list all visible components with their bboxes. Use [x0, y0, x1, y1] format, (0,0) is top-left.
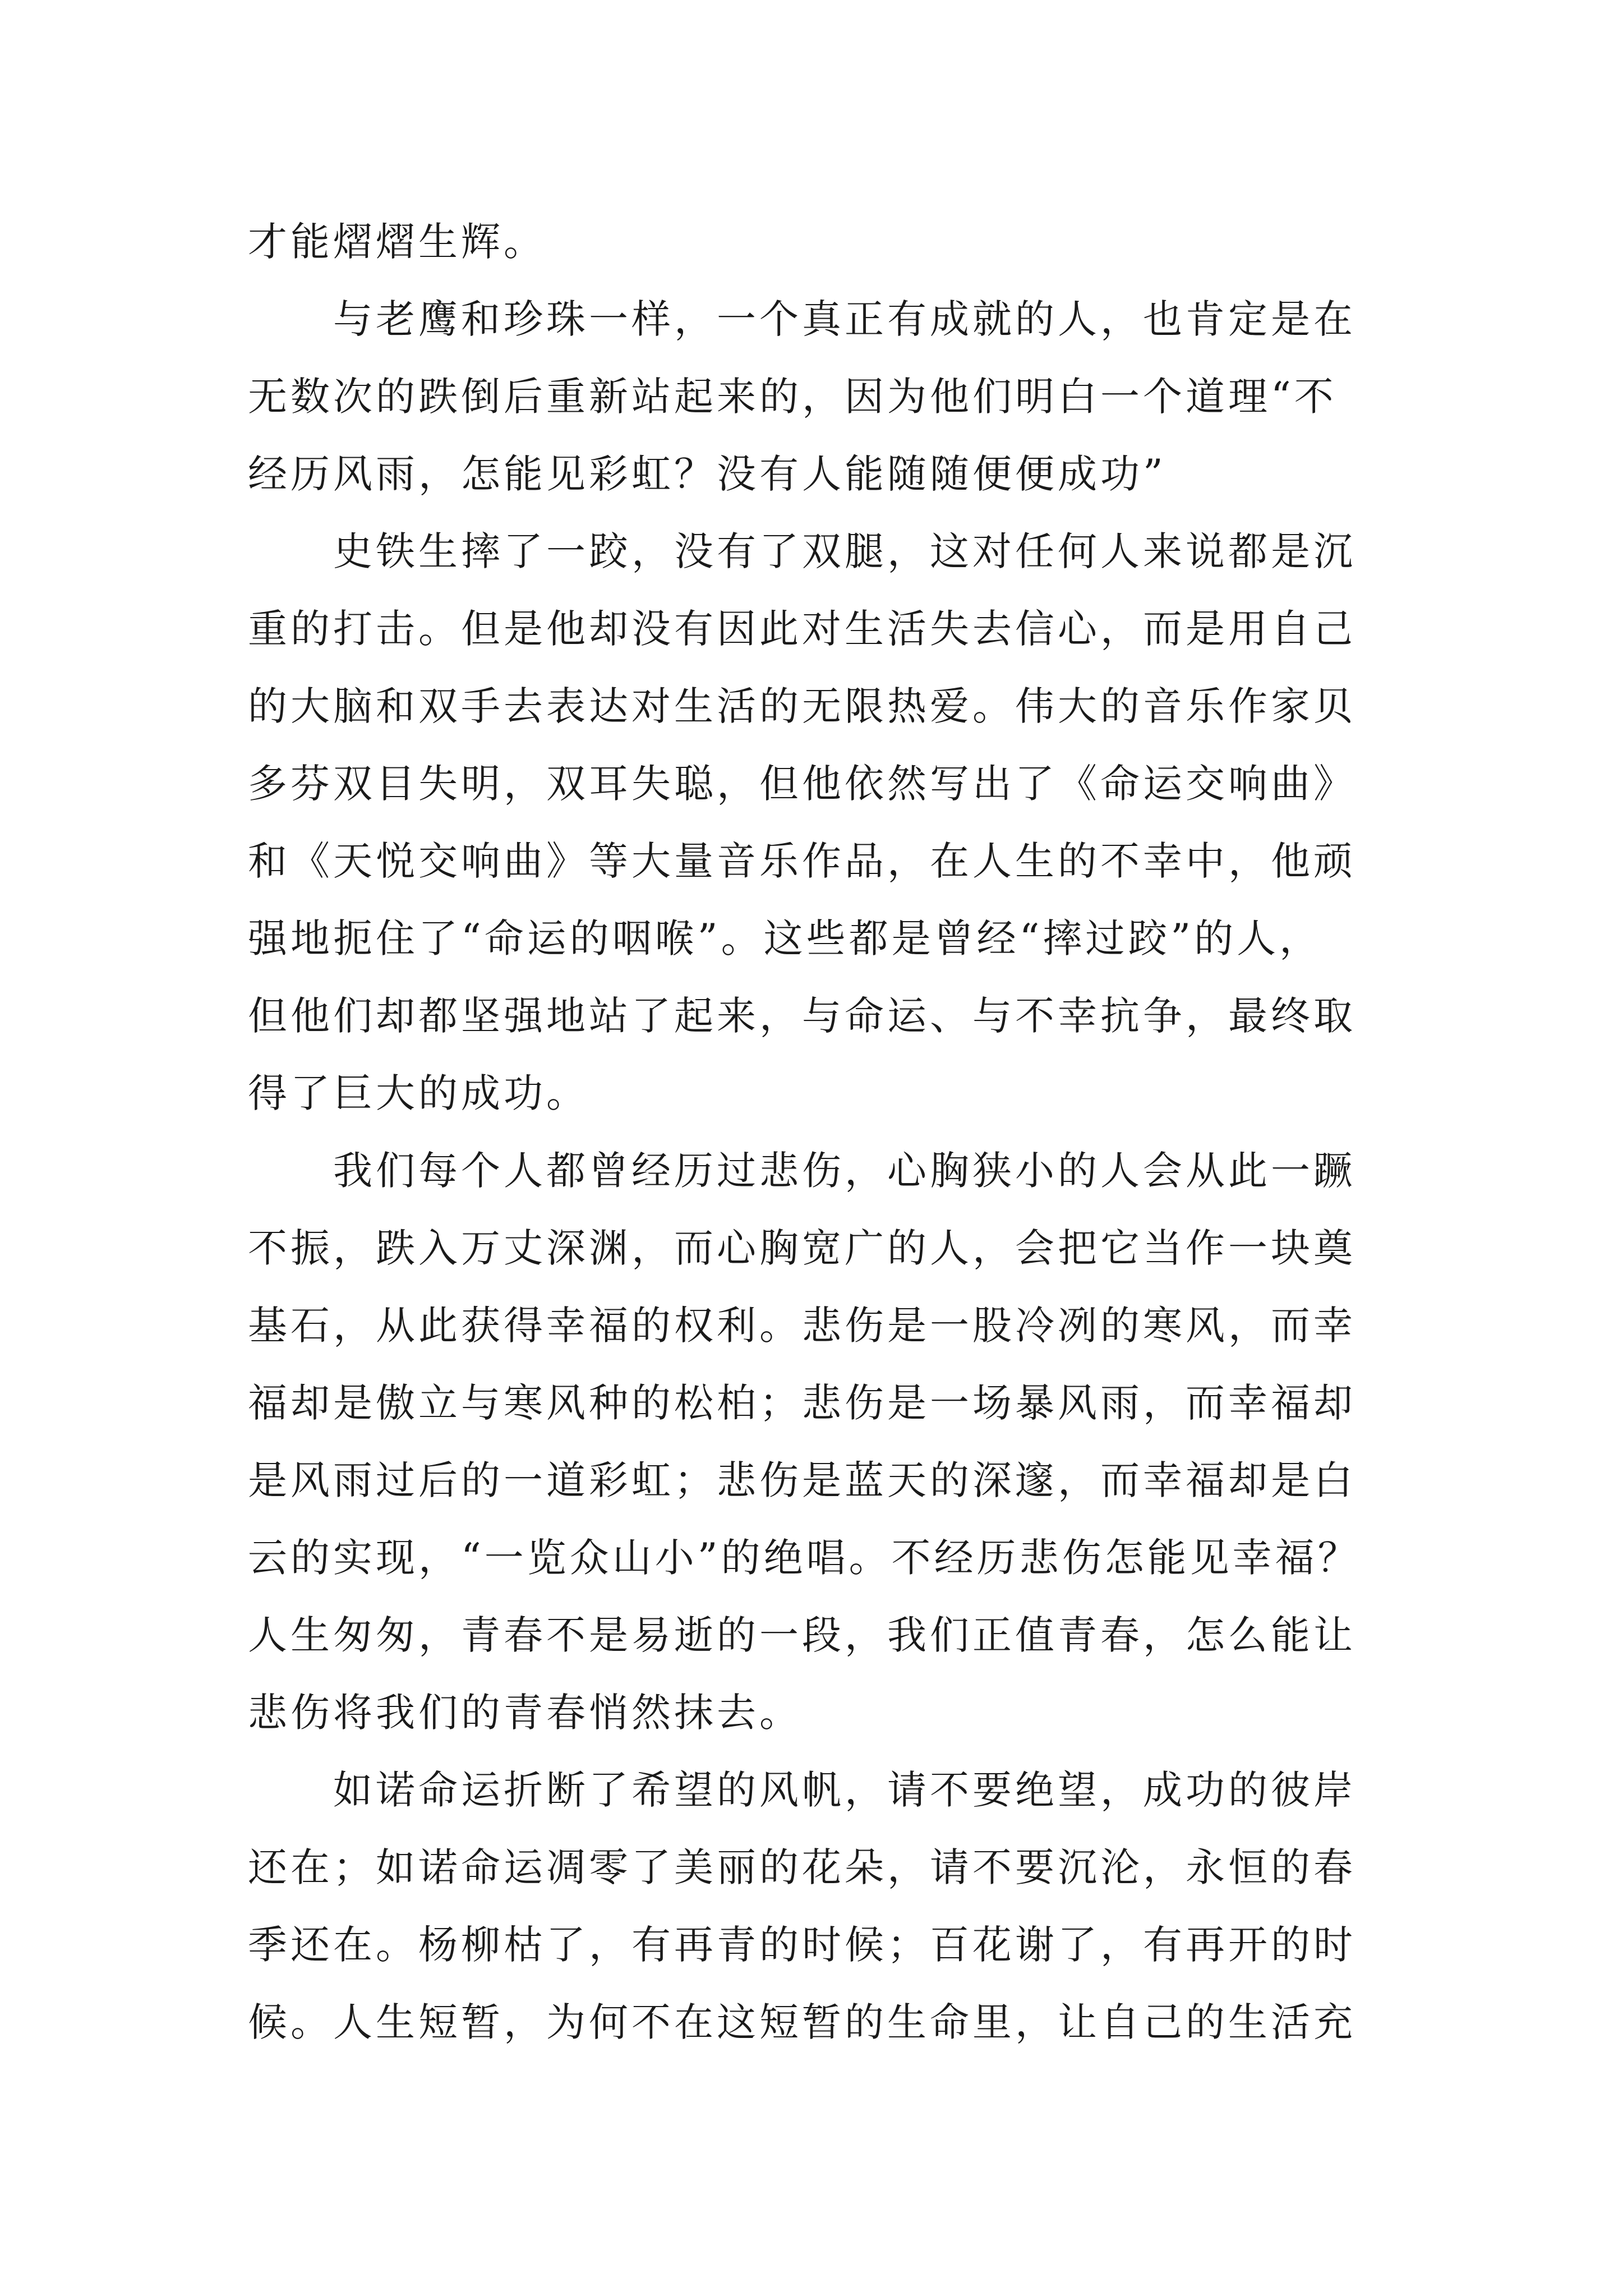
text-line: 但他们却都坚强地站了起来，与命运、与不幸抗争，最终取	[248, 993, 1356, 1039]
text-line: 还在；如诺命运凋零了美丽的花朵，请不要沉沦，永恒的春	[248, 1844, 1356, 1890]
text-line: 是风雨过后的一道彩虹；悲伤是蓝天的深邃，而幸福却是白	[248, 1457, 1356, 1503]
text-line: 福却是傲立与寒风种的松柏；悲伤是一场暴风雨，而幸福却	[248, 1380, 1356, 1426]
text-line: 强地扼住了“命运的咽喉”。这些都是曾经“摔过跤”的人，	[248, 915, 1322, 961]
text-line: 不振，跌入万丈深渊，而心胸宽广的人，会把它当作一块奠	[248, 1225, 1356, 1271]
text-line: 候。人生短暂，为何不在这短暂的生命里，让自己的生活充	[248, 1999, 1356, 2045]
text-line: 人生匆匆，青春不是易逝的一段，我们正值青春，怎么能让	[248, 1612, 1356, 1658]
text-line: 得了巨大的成功。	[248, 1070, 589, 1116]
text-line: 季还在。杨柳枯了，有再青的时候；百花谢了，有再开的时	[248, 1922, 1356, 1968]
text-line: 如诺命运折断了希望的风帆，请不要绝望，成功的彼岸	[333, 1767, 1356, 1813]
text-line: 和《天悦交响曲》等大量音乐作品，在人生的不幸中，他顽	[248, 838, 1356, 884]
text-line: 基石，从此获得幸福的权利。悲伤是一股冷冽的寒风，而幸	[248, 1303, 1356, 1349]
text-line: 云的实现，“一览众山小”的绝唱。不经历悲伤怎能见幸福？	[248, 1535, 1361, 1581]
text-line: 才能熠熠生辉。	[248, 219, 546, 265]
text-line: 我们每个人都曾经历过悲伤，心胸狭小的人会从此一蹶	[333, 1148, 1356, 1194]
text-line: 多芬双目失明，双耳失聪，但他依然写出了《命运交响曲》	[248, 761, 1356, 807]
text-line: 与老鹰和珍珠一样，一个真正有成就的人，也肯定是在	[333, 296, 1356, 342]
text-line: 史铁生摔了一跤，没有了双腿，这对任何人来说都是沉	[333, 528, 1356, 574]
text-line: 的大脑和双手去表达对生活的无限热爱。伟大的音乐作家贝	[248, 683, 1356, 729]
text-line: 经历风雨，怎能见彩虹？没有人能随随便便成功”	[248, 451, 1166, 497]
text-line: 重的打击。但是他却没有因此对生活失去信心，而是用自己	[248, 606, 1356, 652]
essay-body	[248, 203, 1376, 2061]
text-line: 悲伤将我们的青春悄然抹去。	[248, 1690, 802, 1736]
text-line: 无数次的跌倒后重新站起来的，因为他们明白一个道理“不	[248, 374, 1337, 420]
